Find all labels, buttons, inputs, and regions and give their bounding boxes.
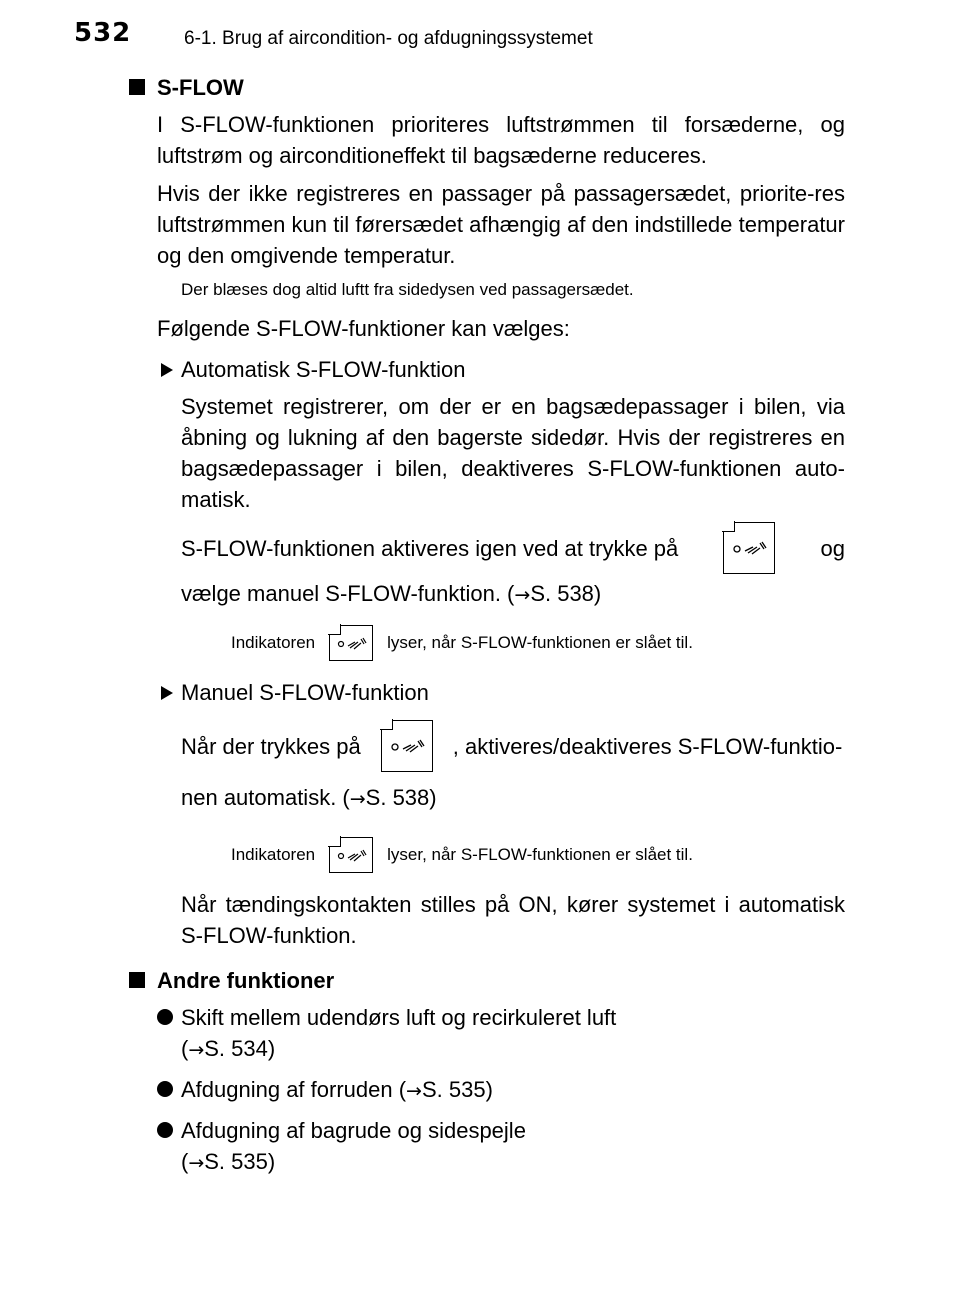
list-item bbox=[157, 1074, 845, 1107]
page-reference: S. 538) bbox=[365, 785, 437, 810]
indicator-note-manual bbox=[231, 837, 845, 873]
sub-heading-text: Automatisk S-FLOW-funktion bbox=[181, 357, 466, 382]
sub-body-auto bbox=[181, 391, 845, 661]
press-text-end: , aktiveres/deaktiveres S-FLOW-funktio- bbox=[452, 733, 843, 759]
list-item-ref: (→S. 534) bbox=[181, 1036, 276, 1061]
reactivate-line bbox=[181, 522, 845, 574]
page-reference: S. 534) bbox=[204, 1036, 276, 1061]
page-reference: S. 535) bbox=[204, 1149, 276, 1174]
page-number: 532 bbox=[74, 18, 132, 48]
triangle-arrow-icon bbox=[161, 686, 173, 700]
round-bullet-icon bbox=[157, 1081, 173, 1097]
paragraph: Systemet registrerer, om der er en bagsædepassager i bilen, via åbning og lukning af den bagerste sidedør. Hvis der registreres en bagsædepassager i bilen, deaktiveres S-FLOW-funktionen auto-matisk. bbox=[181, 394, 845, 512]
section-heading-other bbox=[129, 965, 845, 996]
square-bullet-icon bbox=[129, 972, 145, 988]
list-item-ref: (→S. 535) bbox=[181, 1149, 276, 1174]
square-bullet-icon bbox=[129, 79, 145, 95]
page-content bbox=[157, 72, 845, 1187]
press-line2 bbox=[181, 782, 845, 815]
page-reference: S. 535) bbox=[421, 1077, 493, 1102]
reactivate-line2 bbox=[181, 578, 845, 611]
indicator-text: Indikatoren bbox=[231, 633, 316, 652]
sub-heading-text: Manuel S-FLOW-funktion bbox=[181, 680, 429, 705]
section-heading-text: Andre funktioner bbox=[157, 968, 335, 993]
section-heading-sflow bbox=[129, 72, 845, 103]
ref-arrow-icon: → bbox=[188, 1039, 205, 1061]
indicator-text-end: lyser, når S-FLOW-funktionen er slået til. bbox=[387, 845, 693, 864]
reactivate-text-end: og bbox=[820, 535, 845, 561]
s-flow-indicator-icon bbox=[329, 837, 373, 873]
chapter-title: 6-1. Brug af aircondition- og afdugningssystemet bbox=[184, 28, 593, 49]
list-item bbox=[157, 1115, 845, 1179]
round-bullet-icon bbox=[157, 1009, 173, 1025]
s-flow-indicator-icon bbox=[329, 625, 373, 661]
paragraph: I S-FLOW-funktionen prioriteres luftstrømmen til forsæderne, og luftstrøm og airconditioneffekt til bagsæderne reduceres. bbox=[157, 112, 845, 168]
list-item-text bbox=[181, 1074, 845, 1107]
paragraph: Når tændingskontakten stilles på ON, kører systemet i automatisk S-FLOW-funktion. bbox=[181, 892, 845, 948]
ref-arrow-icon: → bbox=[349, 788, 366, 810]
sub-heading-auto bbox=[157, 354, 845, 385]
press-text: Når der trykkes på bbox=[181, 733, 361, 759]
section-heading-text: S-FLOW bbox=[157, 75, 244, 100]
indicator-text: Indikatoren bbox=[231, 845, 316, 864]
list-item bbox=[157, 1002, 845, 1066]
reactivate-text2: vælge manuel S-FLOW-funktion. ( bbox=[181, 581, 515, 606]
round-bullet-icon bbox=[157, 1122, 173, 1138]
triangle-arrow-icon bbox=[161, 363, 173, 377]
indicator-note-auto bbox=[231, 625, 845, 661]
ref-arrow-icon: → bbox=[514, 584, 531, 606]
sub-body-manual bbox=[181, 720, 845, 951]
s-flow-button-icon bbox=[381, 720, 433, 772]
list-item-text: Skift mellem udendørs luft og recirkuleret luft bbox=[181, 1005, 617, 1030]
reactivate-text: S-FLOW-funktionen aktiveres igen ved at trykke på bbox=[181, 535, 679, 561]
note: Der blæses dog altid luftt fra sidedysen ved passagersædet. bbox=[181, 280, 634, 299]
paragraph: Følgende S-FLOW-funktioner kan vælges: bbox=[157, 316, 570, 341]
ref-arrow-icon: → bbox=[406, 1080, 422, 1102]
list-item-text: Afdugning af bagrude og sidespejle bbox=[181, 1118, 526, 1143]
ref-arrow-icon: → bbox=[188, 1152, 205, 1174]
indicator-text-end: lyser, når S-FLOW-funktionen er slået til. bbox=[387, 633, 693, 652]
paragraph: Hvis der ikke registreres en passager på passagersædet, priorite-res luftstrømmen kun til førersædet afhængig af den indstillede temperatur og den omgivende temperatur. bbox=[157, 181, 845, 268]
list-item-label: Afdugning af forruden ( bbox=[181, 1077, 407, 1102]
press-line bbox=[181, 720, 845, 772]
press-text2: nen automatisk. ( bbox=[181, 785, 350, 810]
page-reference: S. 538) bbox=[530, 581, 602, 606]
sub-heading-manual bbox=[157, 677, 845, 708]
s-flow-button-icon bbox=[723, 522, 775, 574]
